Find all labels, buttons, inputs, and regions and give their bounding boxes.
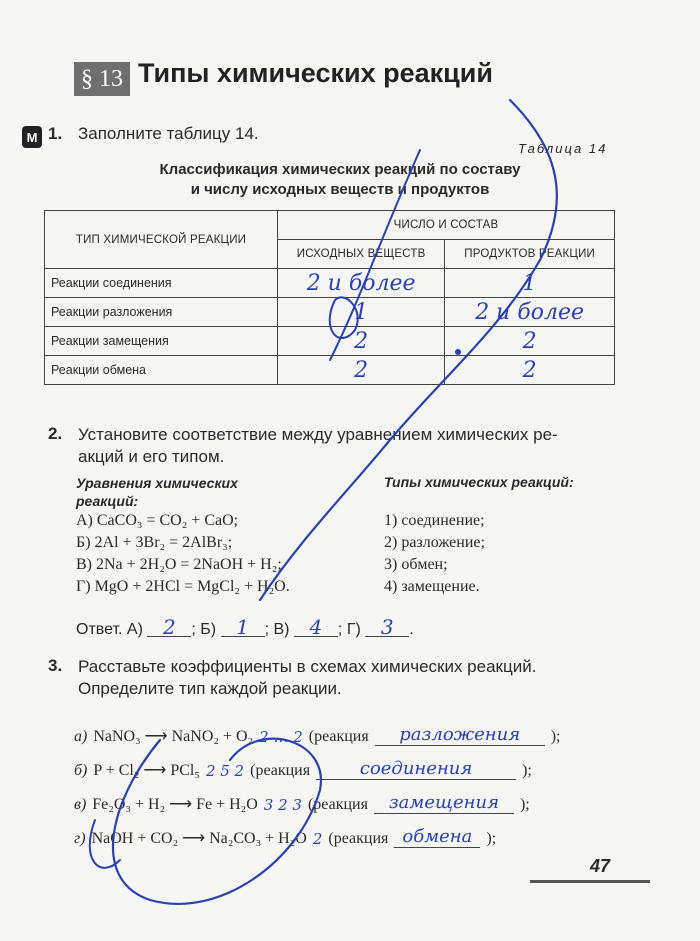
- handwritten-answer: 1: [354, 299, 369, 325]
- equations-heading-1: Уравнения химических: [76, 475, 238, 491]
- badge-icon: М: [22, 126, 42, 148]
- answer-blank[interactable]: 1: [221, 618, 265, 637]
- handwritten-answer: 2: [354, 328, 369, 354]
- reaction-label: г): [74, 830, 86, 847]
- footer-rule: [530, 880, 650, 883]
- reaction-type-field[interactable]: разложения: [375, 725, 545, 746]
- reactants-cell[interactable]: [278, 327, 445, 356]
- task3-text: [78, 656, 536, 700]
- reaction-scheme: P + Cl₂ ⟶ PCl₅: [93, 762, 200, 779]
- answer-key: А): [126, 621, 143, 638]
- handwritten-answer: 2: [522, 328, 537, 354]
- reaction-item: [74, 746, 614, 780]
- line-end: );: [550, 728, 561, 745]
- reaction-type-field[interactable]: обмена: [394, 827, 480, 848]
- reaction-type: 4) замещение.: [384, 578, 480, 595]
- equation: А) CaCO₃ = CO₂ + CaO;: [76, 512, 239, 529]
- answer-key: Г): [346, 621, 361, 638]
- coefficients: 3 2 3: [263, 796, 302, 814]
- types-list: [384, 510, 485, 598]
- equation: Г) MgO + 2HCl = MgCl₂ + H₂O.: [76, 578, 290, 595]
- reactants-cell[interactable]: [278, 269, 445, 298]
- handwritten-answer: 2 и более: [306, 270, 416, 296]
- table-row: [45, 356, 615, 385]
- reaction-scheme: NaOH + CO₂ ⟶ Na₂CO₃ + H₂O: [91, 830, 307, 847]
- reaction-word: (реакция: [308, 728, 369, 745]
- row-name: Реакции обмена: [45, 356, 278, 385]
- page-title: Типы химических реакций: [138, 58, 493, 88]
- reactions-list: [74, 712, 614, 848]
- answer-sep: .: [409, 621, 414, 638]
- table-caption: [80, 160, 600, 200]
- answer-sep: ;: [264, 621, 270, 638]
- reaction-type: 2) разложение;: [384, 534, 485, 551]
- answer-blank[interactable]: 2: [147, 618, 191, 637]
- page-number: 47: [590, 856, 611, 876]
- task1-text: Заполните таблицу 14.: [78, 124, 259, 143]
- reaction-label: в): [74, 796, 87, 813]
- equation: Б) 2Al + 3Br₂ = 2AlBr₃;: [76, 534, 233, 551]
- table-label: Таблица 14: [518, 141, 608, 156]
- handwritten-answer: 1: [522, 270, 537, 296]
- header-count: ЧИСЛО И СОСТАВ: [278, 211, 615, 240]
- task3-line-1: Расставьте коэффициенты в схемах химических реакций.: [78, 657, 537, 676]
- row-name: Реакции замещения: [45, 327, 278, 356]
- task3-number: 3.: [48, 656, 63, 675]
- reaction-type: 1) соединение;: [384, 512, 485, 529]
- task2-text: [78, 424, 558, 468]
- reaction-item: [74, 712, 614, 746]
- table-row: [45, 269, 615, 298]
- line-end: );: [486, 830, 497, 847]
- line-end: );: [519, 796, 530, 813]
- task3-line-2: Определите тип каждой реакции.: [78, 679, 342, 698]
- handwritten-answer: 2 и более: [475, 299, 585, 325]
- answer-blank[interactable]: 4: [294, 618, 338, 637]
- reaction-type-field[interactable]: замещения: [374, 793, 514, 814]
- coefficients: 2: [312, 830, 323, 848]
- header-type: ТИП ХИМИЧЕСКОЙ РЕАКЦИИ: [45, 211, 278, 269]
- header-reactants: ИСХОДНЫХ ВЕЩЕСТВ: [278, 240, 445, 269]
- classification-table: [44, 210, 615, 385]
- reaction-scheme: NaNO₃ ⟶ NaNO₂ + O₂: [93, 728, 254, 745]
- products-cell[interactable]: [445, 356, 615, 385]
- task1-number: 1.: [48, 124, 63, 143]
- products-cell[interactable]: [445, 269, 615, 298]
- equations-heading-2: реакций:: [76, 493, 139, 509]
- header-products: ПРОДУКТОВ РЕАКЦИИ: [445, 240, 615, 269]
- reaction-word: (реакция: [307, 796, 368, 813]
- reaction-scheme: Fe₂O₃ + H₂ ⟶ Fe + H₂O: [92, 796, 258, 813]
- handwritten-answer: 2: [522, 357, 537, 383]
- reaction-type: 3) обмен;: [384, 556, 448, 573]
- reaction-item: [74, 780, 614, 814]
- answer-blank[interactable]: 3: [365, 618, 409, 637]
- reaction-item: [74, 814, 614, 848]
- answer-line: [76, 615, 414, 639]
- equations-list: [76, 510, 290, 598]
- products-cell[interactable]: [445, 327, 615, 356]
- reaction-type-field[interactable]: соединения: [316, 759, 516, 780]
- caption-line-1: Классификация химических реакций по составу: [159, 161, 521, 178]
- task2-line-1: Установите соответствие между уравнением химических ре-: [78, 425, 558, 444]
- coefficients: 2 … 2: [259, 728, 303, 746]
- reaction-label: а): [74, 728, 88, 745]
- section-number: § 13: [74, 62, 130, 96]
- equations-heading: [76, 474, 238, 510]
- products-cell[interactable]: [445, 298, 615, 327]
- table-row: [45, 327, 615, 356]
- types-heading: Типы химических реакций:: [384, 474, 574, 490]
- answer-sep: ;: [337, 621, 343, 638]
- reactants-cell[interactable]: [278, 298, 445, 327]
- task2-line-2: акций и его типом.: [78, 447, 225, 466]
- reaction-word: (реакция: [328, 830, 389, 847]
- answer-label: Ответ.: [76, 621, 123, 638]
- answer-sep: ;: [191, 621, 196, 638]
- table-row: [45, 298, 615, 327]
- task2-number: 2.: [48, 424, 63, 443]
- coefficients: 2 5 2: [205, 762, 245, 780]
- answer-key: В): [273, 621, 290, 638]
- reaction-label: б): [74, 762, 88, 779]
- reaction-word: (реакция: [250, 762, 311, 779]
- row-name: Реакции разложения: [45, 298, 278, 327]
- answer-key: Б): [200, 621, 217, 638]
- equation: В) 2Na + 2H₂O = 2NaOH + H₂;: [76, 556, 282, 573]
- row-name: Реакции соединения: [45, 269, 278, 298]
- line-end: );: [522, 762, 532, 779]
- reactants-cell[interactable]: [278, 356, 445, 385]
- handwritten-answer: 2: [354, 357, 369, 383]
- caption-line-2: и числу исходных веществ и продуктов: [190, 181, 490, 198]
